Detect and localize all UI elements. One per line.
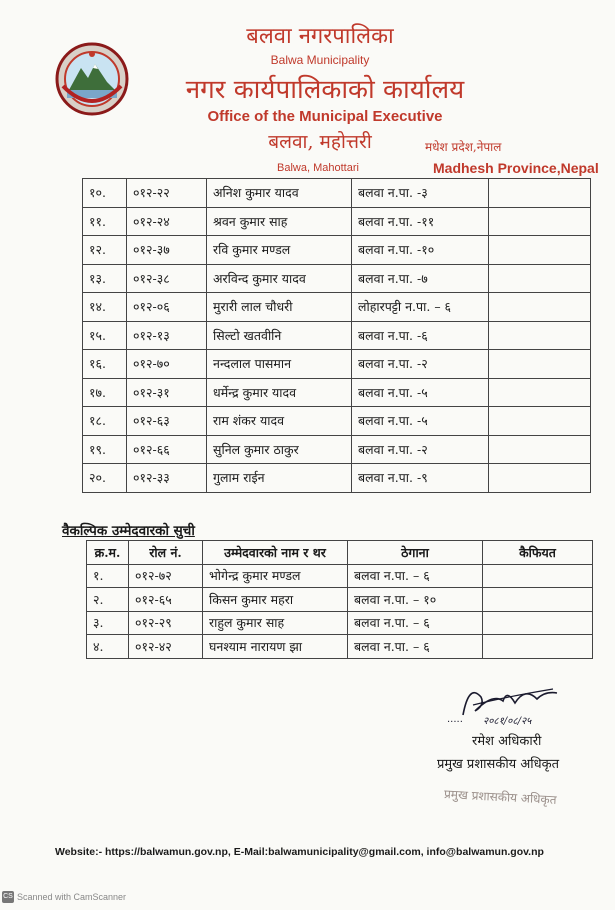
serial-cell: २०. <box>83 464 127 493</box>
signature-image <box>445 675 570 730</box>
serial-cell: २. <box>87 588 129 612</box>
address-cell: बलवा न.पा. – ६ <box>348 564 483 588</box>
remarks-cell <box>483 635 593 659</box>
address-cell: बलवा न.पा. -७ <box>352 264 489 293</box>
roll-cell: ०१२-३३ <box>127 464 207 493</box>
roll-cell: ०१२-६३ <box>127 407 207 436</box>
remarks-cell <box>489 350 591 379</box>
name-cell: गुलाम राईन <box>207 464 352 493</box>
roll-cell: ०१२-३१ <box>127 378 207 407</box>
name-cell: राहुल कुमार साह <box>203 611 348 635</box>
remarks-cell <box>483 611 593 635</box>
alternate-list-table <box>86 540 593 659</box>
name-cell: अनिश कुमार यादव <box>207 179 352 208</box>
camscanner-icon: CS <box>2 891 14 903</box>
serial-cell: १. <box>87 564 129 588</box>
signature-date: २०८१/०८/२५ <box>483 716 532 727</box>
serial-cell: १४. <box>83 293 127 322</box>
province-english: Madhesh Province,Nepal <box>433 160 599 176</box>
serial-cell: १०. <box>83 179 127 208</box>
roll-cell: ०१२-७२ <box>129 564 203 588</box>
municipality-emblem <box>55 42 129 116</box>
address-cell: बलवा न.पा. -२ <box>352 435 489 464</box>
signatory-title: प्रमुख प्रशासकीय अधिकृत <box>437 757 560 772</box>
name-cell: धर्मेन्द्र कुमार यादव <box>207 378 352 407</box>
alternate-header-row <box>87 541 593 565</box>
remarks-cell <box>483 564 593 588</box>
address-cell: बलवा न.पा. -६ <box>352 321 489 350</box>
municipality-name-nepali: बलवा नगरपालिका <box>246 24 394 49</box>
header-remarks: कैफियत <box>483 541 593 565</box>
roll-cell: ०१२-४२ <box>129 635 203 659</box>
table-row <box>83 378 591 407</box>
roll-cell: ०१२-२४ <box>127 207 207 236</box>
name-cell: राम शंकर यादव <box>207 407 352 436</box>
signatory-name: रमेश अधिकारी <box>472 734 542 749</box>
scanner-watermark <box>2 891 126 903</box>
address-cell: बलवा न.पा. -१० <box>352 236 489 265</box>
name-cell: घनश्याम नारायण झा <box>203 635 348 659</box>
remarks-cell <box>489 293 591 322</box>
table-row <box>87 564 593 588</box>
table-row <box>83 350 591 379</box>
address-cell: लोहारपट्टी न.पा. – ६ <box>352 293 489 322</box>
alternate-list-title: वैकल्पिक उम्मेदवारको सुची <box>62 523 195 539</box>
name-cell: किसन कुमार महरा <box>203 588 348 612</box>
serial-cell: १९. <box>83 435 127 464</box>
address-cell: बलवा न.पा. -५ <box>352 407 489 436</box>
serial-cell: १८. <box>83 407 127 436</box>
header-name: उम्मेदवारको नाम र थर <box>203 541 348 565</box>
address-cell: बलवा न.पा. – ६ <box>348 635 483 659</box>
address-cell: बलवा न.पा. – ६ <box>348 611 483 635</box>
svg-text:.....: ..... <box>447 714 463 725</box>
name-cell: अरविन्द कुमार यादव <box>207 264 352 293</box>
remarks-cell <box>483 588 593 612</box>
remarks-cell <box>489 321 591 350</box>
contact-footer: Website:- https://balwamun.gov.np, E-Mail:balwamunicipality@gmail.com, info@balwamun.gov.np <box>55 846 544 858</box>
serial-cell: ३. <box>87 611 129 635</box>
roll-cell: ०१२-३८ <box>127 264 207 293</box>
serial-cell: १७. <box>83 378 127 407</box>
remarks-cell <box>489 378 591 407</box>
header-roll: रोल नं. <box>129 541 203 565</box>
name-cell: मुरारी लाल चौधरी <box>207 293 352 322</box>
table-row <box>83 293 591 322</box>
address-cell: बलवा न.पा. -११ <box>352 207 489 236</box>
name-cell: सुनिल कुमार ठाकुर <box>207 435 352 464</box>
name-cell: सिल्टो खतवीनि <box>207 321 352 350</box>
serial-cell: १६. <box>83 350 127 379</box>
remarks-cell <box>489 435 591 464</box>
remarks-cell <box>489 264 591 293</box>
candidate-list-body <box>83 179 591 493</box>
header-serial: क्र.म. <box>87 541 129 565</box>
location-nepali: बलवा, महोत्तरी <box>268 131 372 153</box>
roll-cell: ०१२-६५ <box>129 588 203 612</box>
address-cell: बलवा न.पा. -२ <box>352 350 489 379</box>
roll-cell: ०१२-०६ <box>127 293 207 322</box>
table-row <box>83 321 591 350</box>
location-english: Balwa, Mahottari <box>277 162 359 174</box>
table-row <box>83 179 591 208</box>
address-cell: बलवा न.पा. – १० <box>348 588 483 612</box>
roll-cell: ०१२-७० <box>127 350 207 379</box>
alternate-list-body <box>87 564 593 658</box>
header-address: ठेगाना <box>348 541 483 565</box>
table-row <box>87 588 593 612</box>
address-cell: बलवा न.पा. -३ <box>352 179 489 208</box>
remarks-cell <box>489 179 591 208</box>
table-row <box>83 264 591 293</box>
remarks-cell <box>489 207 591 236</box>
remarks-cell <box>489 407 591 436</box>
remarks-cell <box>489 236 591 265</box>
table-row <box>83 407 591 436</box>
serial-cell: १२. <box>83 236 127 265</box>
name-cell: श्रवन कुमार साह <box>207 207 352 236</box>
table-row <box>83 464 591 493</box>
serial-cell: १३. <box>83 264 127 293</box>
table-row <box>87 635 593 659</box>
table-row <box>83 207 591 236</box>
candidate-list-table <box>82 178 591 493</box>
roll-cell: ०१२-६६ <box>127 435 207 464</box>
name-cell: नन्दलाल पासमान <box>207 350 352 379</box>
roll-cell: ०१२-२२ <box>127 179 207 208</box>
table-row <box>83 435 591 464</box>
remarks-cell <box>489 464 591 493</box>
province-nepali: मधेश प्रदेश,नेपाल <box>425 140 502 154</box>
serial-cell: ११. <box>83 207 127 236</box>
scanner-text: Scanned with CamScanner <box>17 892 127 902</box>
office-name-english: Office of the Municipal Executive <box>207 108 443 125</box>
name-cell: भोगेन्द्र कुमार मण्डल <box>203 564 348 588</box>
roll-cell: ०१२-१३ <box>127 321 207 350</box>
official-stamp: प्रमुख प्रशासकीय अधिकृत <box>443 787 557 807</box>
address-cell: बलवा न.पा. -९ <box>352 464 489 493</box>
office-name-nepali: नगर कार्यपालिकाको कार्यालय <box>185 75 465 105</box>
table-row <box>87 611 593 635</box>
address-cell: बलवा न.पा. -५ <box>352 378 489 407</box>
serial-cell: १५. <box>83 321 127 350</box>
municipality-name-english: Balwa Municipality <box>270 53 370 67</box>
roll-cell: ०१२-३७ <box>127 236 207 265</box>
roll-cell: ०१२-२९ <box>129 611 203 635</box>
serial-cell: ४. <box>87 635 129 659</box>
table-row <box>83 236 591 265</box>
name-cell: रवि कुमार मण्डल <box>207 236 352 265</box>
